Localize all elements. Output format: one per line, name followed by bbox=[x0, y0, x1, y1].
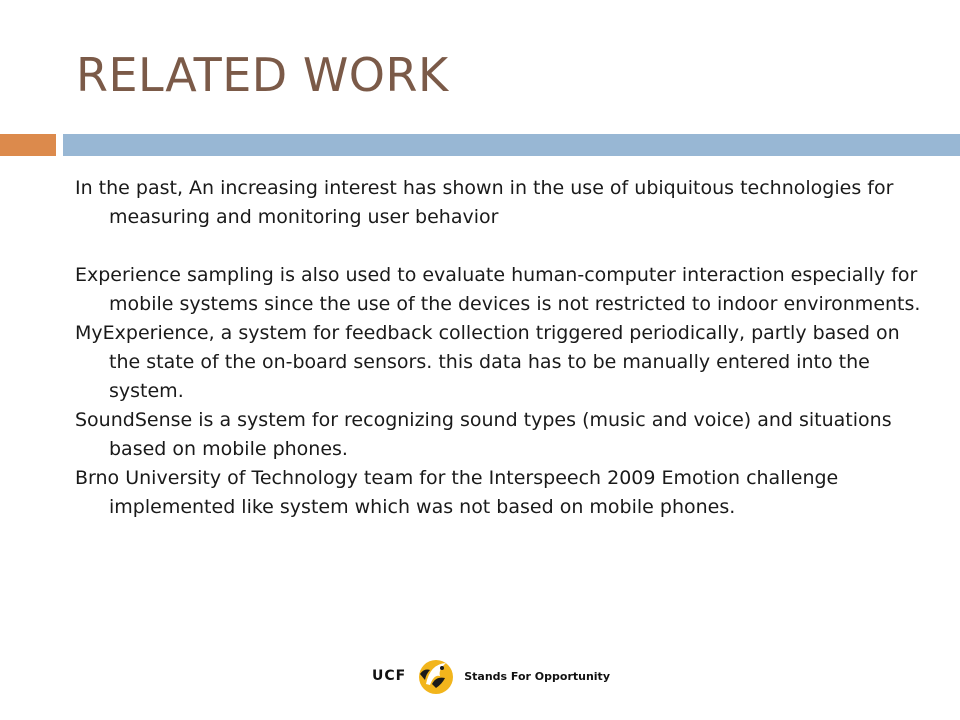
paragraph-soundsense: SoundSense is a system for recognizing sound types (music and voice) and situations based on mobile phones. bbox=[75, 409, 892, 460]
paragraph-experience-sampling: Experience sampling is also used to evaluate human-computer interaction especially for mobile systems since the use of the devices is not restricted to indoor environments. bbox=[75, 264, 921, 315]
accent-bar-orange bbox=[0, 134, 56, 156]
slide-title: RELATED WORK bbox=[76, 48, 449, 102]
logo-ucf-text: UCF bbox=[372, 668, 407, 684]
paragraph-ubiquitous: In the past, An increasing interest has shown in the use of ubiquitous technologies for measuring and monitoring user behavior bbox=[75, 177, 894, 228]
slide-body bbox=[75, 174, 925, 522]
accent-bar-blue bbox=[63, 134, 960, 156]
paragraph-myexperience: MyExperience, a system for feedback collection triggered periodically, partly based on the state of the on-board sensors. this data has to be manually entered into the system. bbox=[75, 322, 900, 402]
logo-tagline: Stands For Opportunity bbox=[464, 669, 610, 683]
footer-logo bbox=[372, 654, 610, 698]
pegasus-icon bbox=[412, 654, 456, 698]
paragraph-brno: Brno University of Technology team for the Interspeech 2009 Emotion challenge implemented like system which was not based on mobile phones. bbox=[75, 467, 839, 518]
